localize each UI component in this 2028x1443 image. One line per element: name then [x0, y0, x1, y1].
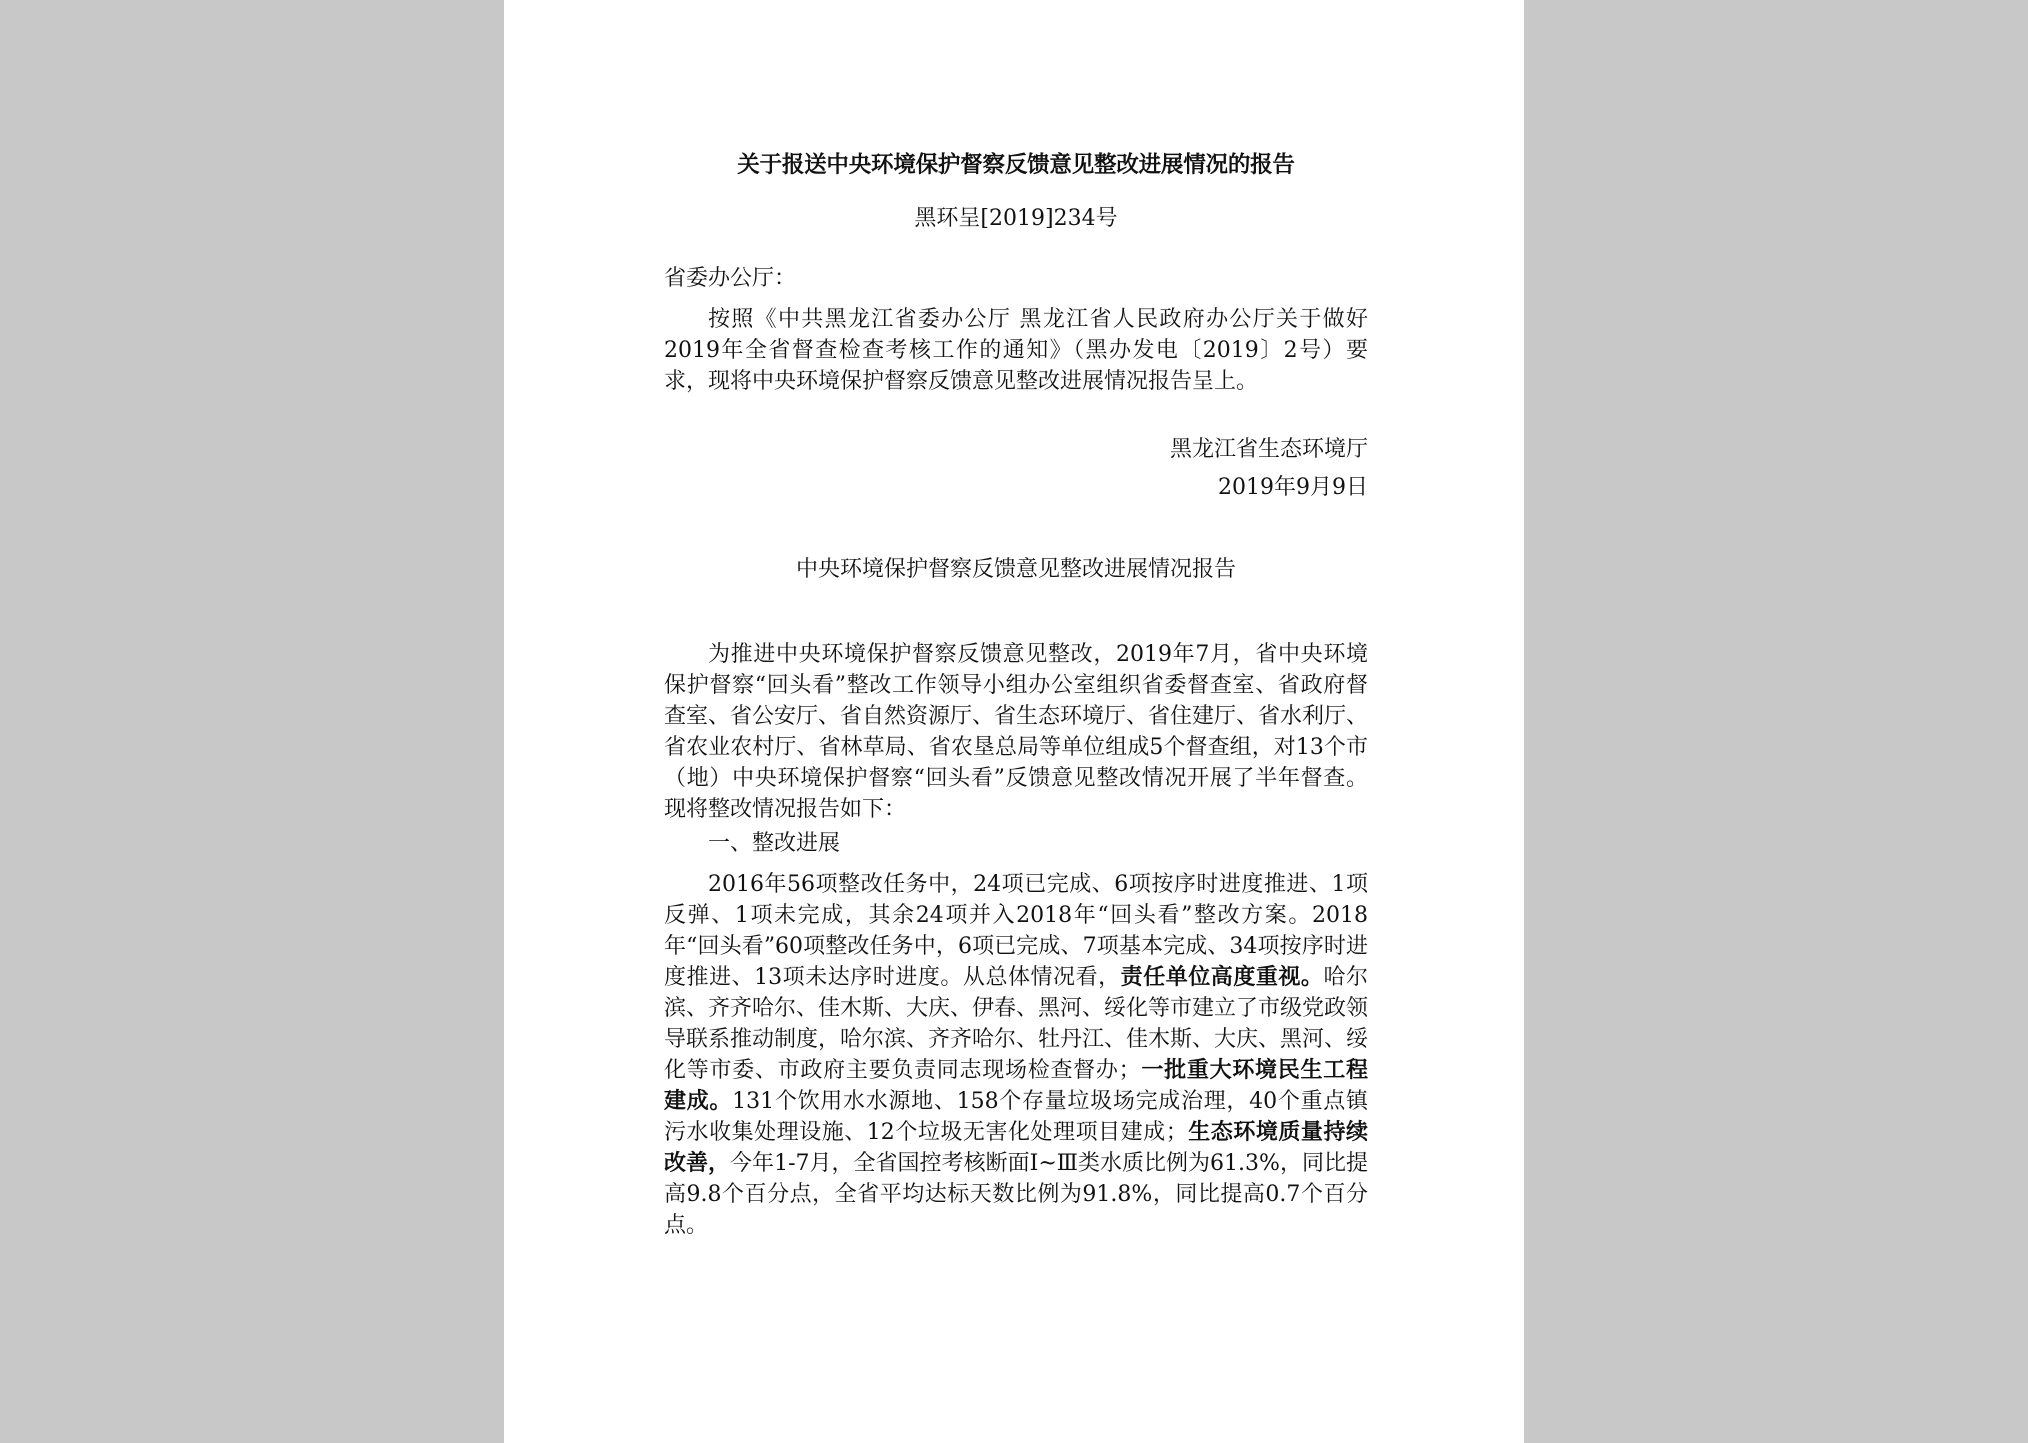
page-content	[664, 140, 1368, 1241]
report-intro-paragraph: 为推进中央环境保护督察反馈意见整改，2019年7月，省中央环境保护督察“回头看”整改工作领导小组办公室组织省委督查室、省政府督查室、省公安厅、省自然资源厅、省生态环境厅、省住建厅、省水利厅、省农业农村厅、省林草局、省农垦总局等单位组成5个督查组，对13个市（地）中央环境保护督察“回头看”反馈意见整改情况开展了半年督查。现将整改情况报告如下：	[664, 642, 1369, 822]
document-title: 关于报送中央环境保护督察反馈意见整改进展情况的报告	[737, 152, 1295, 178]
document-page	[504, 0, 1524, 1443]
progress-text-3: 131个饮用水水源地、158个存量垃圾场完成治理，40个重点镇污水收集处理设施、12个垃圾无害化处理项目建成；	[664, 1089, 1368, 1145]
progress-highlight-1: 责任单位高度重视。	[1120, 964, 1324, 990]
signature-block	[664, 431, 1368, 507]
signature-date: 2019年9月9日	[1218, 475, 1368, 500]
progress-text-2: 哈尔滨、齐齐哈尔、佳木斯、大庆、伊春、黑河、绥化等市建立了市级党政领导联系推动制度，哈尔滨、齐齐哈尔、牡丹江、佳木斯、大庆、黑河、绥化等市委、市政府主要负责同志现场检查督办；	[664, 965, 1369, 1083]
progress-text-1: 2016年56项整改任务中，24项已完成、6项按序时进度推进、1项反弹、1项未完成，其余24项并入2018年“回头看”整改方案。2018年“回头看”60项整改任务中，6项已完成、7项基本完成、34项按序时进度推进、13项未达序时进度。从总体情况看，	[664, 872, 1368, 990]
progress-paragraph	[664, 869, 1368, 1241]
section-heading: 一、整改进展	[708, 831, 841, 856]
signature-org: 黑龙江省生态环境厅	[1169, 437, 1368, 462]
report-title: 中央环境保护督察反馈意见整改进展情况报告	[795, 557, 1236, 582]
document-number: 黑环呈[2019]234号	[914, 206, 1118, 231]
progress-highlight-2: 一批重大环境民生工程建成。	[664, 1057, 1368, 1114]
progress-highlight-3: 生态环境质量持续改善，	[664, 1119, 1368, 1176]
progress-text-4: 今年1-7月，全省国控考核断面Ⅰ~Ⅲ类水质比例为61.3%，同比提高9.8个百分点，全省平均达标天数比例为91.8%，同比提高0.7个百分点。	[664, 1151, 1368, 1238]
addressee: 省委办公厅：	[664, 266, 797, 291]
intro-paragraph: 按照《中共黑龙江省委办公厅 黑龙江省人民政府办公厅关于做好2019年全省督查检查考核工作的通知》（黑办发电〔2019〕2号）要求，现将中央环境保护督察反馈意见整改进展情况报告呈上。	[664, 307, 1368, 394]
